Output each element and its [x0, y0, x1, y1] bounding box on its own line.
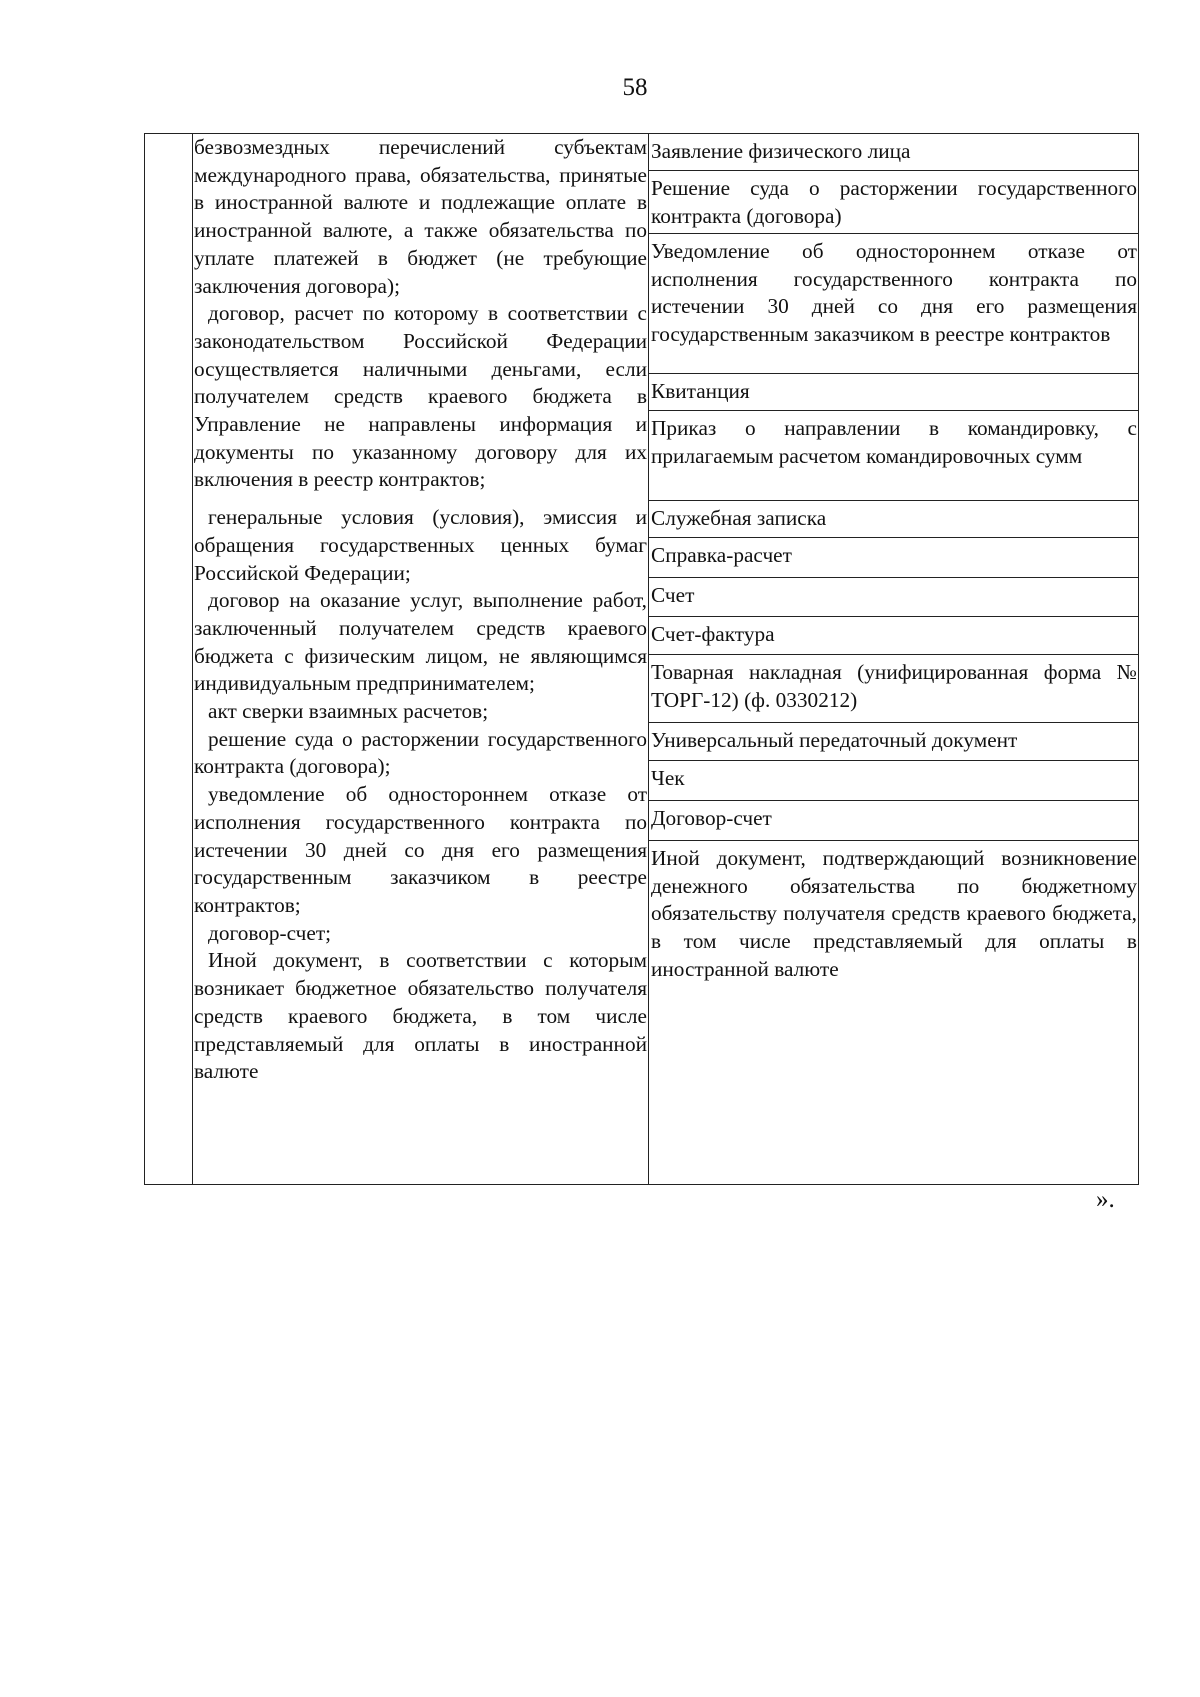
document-item: Заявление физического лица	[649, 134, 1138, 171]
document-item: Товарная накладная (унифицированная форма № ТОРГ-12) (ф. 0330212)	[649, 655, 1138, 723]
obligation-basis-cell	[193, 134, 649, 1185]
document-item: Иной документ, подтверждающий возникновение денежного обязательства по бюджетному обязательству получателя средств краевого бюджета, в том числе представляемый для оплаты в иностранной валюте	[651, 846, 1137, 981]
basis-paragraph: решение суда о расторжении государственного контракта (договора);	[194, 726, 647, 779]
basis-paragraph: договор, расчет по которому в соответствии с законодательством Российской Федерации осуществляется наличными деньгами, если получателем средств краевого бюджета в Управление не направлены информация и документы по указанному договору для их включения в реестр контрактов;	[194, 301, 647, 492]
basis-paragraph: акт сверки взаимных расчетов;	[208, 699, 489, 724]
document-item: Квитанция	[649, 374, 1138, 411]
basis-paragraph: уведомление об одностороннем отказе от исполнения государственного контракта по истечении 30 дней со дня его размещения государственным заказчиком в реестре контрактов;	[194, 782, 647, 917]
page-number: 58	[622, 74, 648, 101]
document-item: Универсальный передаточный документ	[649, 723, 1138, 761]
basis-paragraph: генеральные условия (условия), эмиссия и обращения государственных ценных бумаг Российской Федерации;	[194, 505, 647, 585]
document-item: Счет-фактура	[649, 617, 1138, 655]
document-item: Счет	[649, 578, 1138, 617]
document-item: Справка-расчет	[649, 538, 1138, 578]
basis-paragraph: Иной документ, в соответствии с которым возникает бюджетное обязательство получателя средств краевого бюджета, в том числе представляемый для оплаты в иностранной валюте	[194, 948, 647, 1084]
document-item: Решение суда о расторжении государственного контракта (договора)	[649, 171, 1138, 234]
document-item: Уведомление об одностороннем отказе от исполнения государственного контракта по истечении 30 дней со дня его размещения государственным заказчиком в реестре контрактов	[649, 234, 1138, 374]
documents-cell	[649, 134, 1139, 1185]
document-item: Договор-счет	[649, 801, 1138, 841]
basis-paragraph: договор на оказание услуг, выполнение работ, заключенный получателем средств краевого бюджета с физическим лицом, не являющимся индивидуальным предпринимателем;	[194, 588, 647, 696]
index-cell	[145, 134, 193, 1185]
basis-paragraph: безвозмездных перечислений субъектам международного права, обязательства, принятые в иностранной валюте и подлежащие оплате в иностранной валюте, а также обязательства по уплате платежей в бюджет (не требующие заключения договора);	[194, 135, 647, 298]
documents-table	[144, 133, 1139, 1185]
document-item: Служебная записка	[649, 501, 1138, 538]
document-item: Чек	[649, 761, 1138, 801]
closing-quote: ».	[1096, 1186, 1115, 1213]
basis-paragraph: договор-счет;	[208, 920, 332, 945]
document-item: Приказ о направлении в командировку, с прилагаемым расчетом командировочных сумм	[649, 411, 1138, 501]
